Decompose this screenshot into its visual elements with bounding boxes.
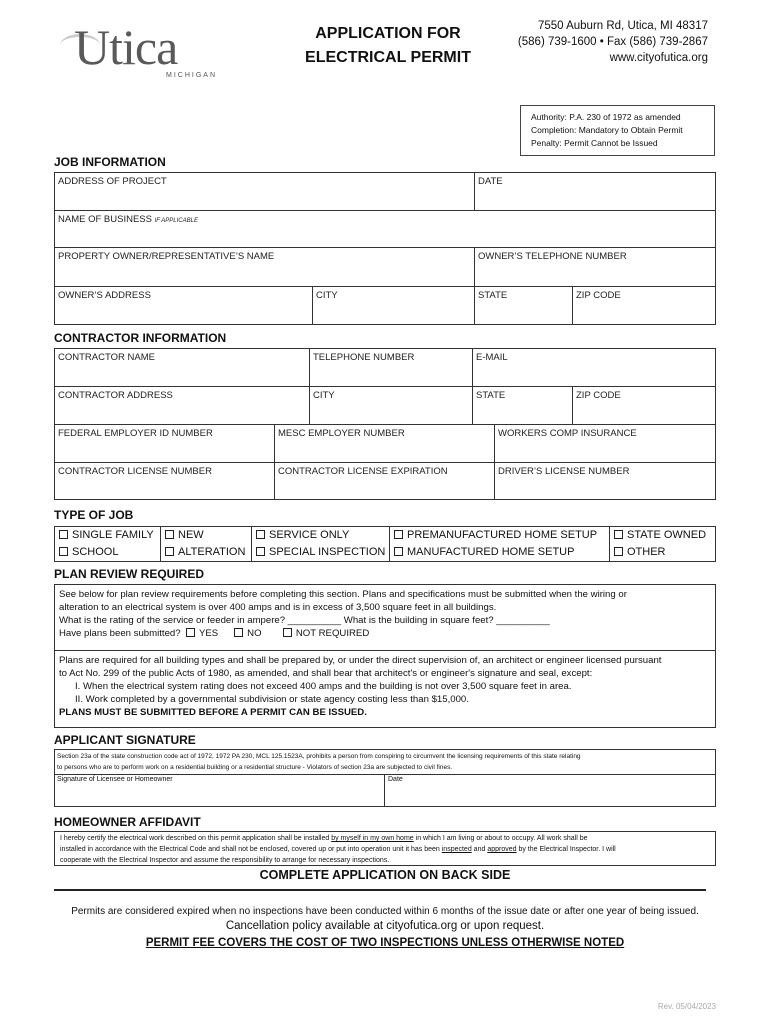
other-option[interactable] — [614, 544, 715, 561]
plan-exception-2: II. Work completed by a governmental subdivision or state agency costing less than $15,000. — [75, 694, 469, 705]
alteration-label: ALTERATION — [178, 546, 246, 558]
signature-legal-text — [55, 750, 715, 775]
expiration-note: Permits are considered expired when no inspections have been conducted within 6 months of the issue date or after one year of being issued. — [71, 906, 699, 917]
affidavit-text-1a: I hereby certify the electrical work described on this permit application shall be installed — [60, 835, 330, 842]
special-inspection-option[interactable] — [256, 544, 389, 561]
affidavit-line-1 — [60, 833, 710, 844]
owner-state-field[interactable]: STATE — [475, 287, 573, 324]
rating-question[interactable]: What is the rating of the service or feeder in ampere? __________ What is the building in square feet? __________ — [59, 615, 550, 626]
service-only-option[interactable] — [256, 527, 389, 544]
plan-review-text-1: See below for plan review requirements before completing this section. Plans and specifications must be submitted when the wiring or — [59, 589, 627, 600]
federal-id-field[interactable]: FEDERAL EMPLOYER ID NUMBER — [55, 425, 275, 463]
license-expiration-field[interactable]: CONTRACTOR LICENSE EXPIRATION — [275, 463, 495, 499]
contractor-phone-field[interactable]: TELEPHONE NUMBER — [310, 349, 473, 387]
contractor-zip-field[interactable]: ZIP CODE — [573, 387, 715, 425]
address-of-project-field[interactable]: ADDRESS OF PROJECT — [55, 173, 475, 211]
single-family-option[interactable] — [59, 527, 160, 544]
name-of-business-field[interactable] — [55, 211, 715, 248]
affidavit-text-2a: installed in accordance with the Electrical Code and shall not be enclosed, covered up or put into operation unit it has been — [60, 846, 440, 853]
plans-no-label: NO — [247, 628, 262, 639]
owner-address-field[interactable]: OWNER’S ADDRESS — [55, 287, 313, 324]
city-address: 7550 Auburn Rd, Utica, MI 48317 — [537, 20, 708, 32]
type-of-job-table — [54, 526, 716, 562]
plan-review-questions — [55, 585, 715, 651]
plan-review-box — [54, 584, 716, 728]
plan-review-heading: PLAN REVIEW REQUIRED — [54, 567, 205, 581]
affidavit-line-2 — [60, 844, 710, 855]
job-info-heading: JOB INFORMATION — [54, 155, 166, 169]
plans-yes-checkbox[interactable] — [186, 628, 195, 637]
plans-no-checkbox[interactable] — [234, 628, 243, 637]
plan-review-text-2: alteration to an electrical system is over 400 amps and is in excess of 3,500 square feet in all buildings. — [59, 602, 497, 613]
contractor-address-field[interactable]: CONTRACTOR ADDRESS — [55, 387, 310, 425]
job-info-table — [54, 172, 716, 325]
special-inspection-label: SPECIAL INSPECTION — [269, 546, 386, 558]
plans-not-required-label: NOT REQUIRED — [295, 628, 370, 639]
affidavit-text-1c: in which I am living or about to occupy. All work shall be — [415, 835, 588, 842]
single-family-label: SINGLE FAMILY — [72, 529, 154, 541]
single-family-checkbox[interactable] — [59, 530, 68, 539]
other-checkbox[interactable] — [614, 547, 623, 556]
job-type-col-5 — [610, 527, 715, 561]
contractor-state-field[interactable]: STATE — [473, 387, 573, 425]
name-of-business-label: NAME OF BUSINESS — [58, 214, 152, 225]
date-field[interactable]: DATE — [475, 173, 715, 211]
affidavit-text-2c: and — [473, 846, 486, 853]
plan-req-text-1: Plans are required for all building types and shall be prepared by, or under the direct supervision of, an architect or engineer licensed pursuant — [59, 655, 662, 666]
manufactured-label: MANUFACTURED HOME SETUP — [407, 546, 575, 558]
applicant-signature-heading: APPLICANT SIGNATURE — [54, 733, 196, 747]
affidavit-text-1b: by myself in my own home — [331, 835, 414, 842]
contractor-info-heading: CONTRACTOR INFORMATION — [54, 331, 227, 345]
premanufactured-option[interactable] — [394, 527, 609, 544]
city-phone: (586) 739-1600 • Fax (586) 739-2867 — [517, 36, 708, 48]
affidavit-box — [54, 831, 716, 866]
affidavit-text-2e: by the Electrical Inspector. I will — [518, 846, 616, 853]
owner-city-field[interactable]: CITY — [313, 287, 475, 324]
contractor-info-table — [54, 348, 716, 500]
service-only-label: SERVICE ONLY — [269, 529, 350, 541]
alteration-option[interactable] — [165, 544, 251, 561]
owner-phone-field[interactable]: OWNER’S TELEPHONE NUMBER — [475, 248, 715, 287]
city-logo — [60, 20, 220, 84]
workers-comp-field[interactable]: WORKERS COMP INSURANCE — [495, 425, 715, 463]
signature-field[interactable]: Signature of Licensee or Homeowner — [55, 775, 385, 806]
new-option[interactable] — [165, 527, 251, 544]
other-label: OTHER — [627, 546, 666, 558]
signature-date-field[interactable]: Date — [388, 776, 403, 783]
legal-text-1: Section 23a of the state construction code act of 1972, 1972 PA 230, MCL 125.1523A, prohibits a person from conspiring to circumvent the licensing requirements of this state relating — [57, 753, 581, 760]
cancellation-note: Cancellation policy available at cityofutica.org or upon request. — [225, 920, 545, 932]
premanufactured-checkbox[interactable] — [394, 530, 403, 539]
contractor-name-field[interactable]: CONTRACTOR NAME — [55, 349, 310, 387]
service-only-checkbox[interactable] — [256, 530, 265, 539]
if-applicable-note: IF APPLICABLE — [154, 218, 198, 224]
school-checkbox[interactable] — [59, 547, 68, 556]
job-type-col-3 — [252, 527, 390, 561]
plans-submitted-label: Have plans been submitted? — [59, 628, 181, 639]
property-owner-field[interactable]: PROPERTY OWNER/REPRESENTATIVE’S NAME — [55, 248, 475, 287]
new-label: NEW — [178, 529, 204, 541]
plan-requirements — [55, 651, 715, 727]
title-line-2: ELECTRICAL PERMIT — [305, 49, 471, 66]
special-inspection-checkbox[interactable] — [256, 547, 265, 556]
complete-back-side-note: COMPLETE APPLICATION ON BACK SIDE — [259, 868, 511, 882]
new-checkbox[interactable] — [165, 530, 174, 539]
state-owned-option[interactable] — [614, 527, 715, 544]
completion-line: Completion: Mandatory to Obtain Permit — [531, 125, 683, 135]
school-option[interactable] — [59, 544, 160, 561]
contractor-email-field[interactable]: E-MAIL — [473, 349, 715, 387]
job-type-col-4 — [390, 527, 610, 561]
authority-line: Authority: P.A. 230 of 1972 as amended — [531, 112, 681, 122]
title-line-1: APPLICATION FOR — [315, 25, 461, 42]
footer-divider — [54, 889, 706, 891]
affidavit-line-3: cooperate with the Electrical Inspector and assume the responsibility to arrange for necessary inspections. — [60, 857, 390, 864]
plans-submitted-question — [59, 627, 711, 640]
legal-text-2: to persons who are to perform work on a residential building or a residential structure - Violators of section 23a are subjected to civil fines. — [57, 764, 453, 771]
drivers-license-field[interactable]: DRIVER’S LICENSE NUMBER — [498, 466, 630, 477]
state-owned-label: STATE OWNED — [627, 529, 707, 541]
form-title — [298, 22, 478, 70]
manufactured-option[interactable] — [394, 544, 609, 561]
logo-subtext: MICHIGAN — [166, 72, 217, 79]
premanufactured-label: PREMANUFACTURED HOME SETUP — [407, 529, 598, 541]
homeowner-affidavit-heading: HOMEOWNER AFFIDAVIT — [54, 815, 201, 829]
signature-box — [54, 749, 716, 807]
revision-date: Rev. 05/04/2023 — [657, 1002, 716, 1011]
city-contact — [500, 18, 708, 66]
license-number-field[interactable]: CONTRACTOR LICENSE NUMBER — [55, 463, 275, 499]
owner-zip-field[interactable]: ZIP CODE — [576, 290, 621, 301]
authority-box — [520, 105, 715, 156]
school-label: SCHOOL — [72, 546, 119, 558]
job-type-col-2 — [161, 527, 252, 561]
permit-fee-note: PERMIT FEE COVERS THE COST OF TWO INSPECTIONS UNLESS OTHERWISE NOTED — [145, 937, 625, 949]
penalty-line: Penalty: Permit Cannot be Issued — [531, 138, 658, 148]
logo-text: Utica — [74, 19, 178, 75]
contractor-city-field[interactable]: CITY — [310, 387, 473, 425]
city-website: www.cityofutica.org — [609, 52, 708, 64]
plans-not-required-checkbox[interactable] — [283, 628, 292, 637]
affidavit-text-2b: inspected — [441, 846, 472, 853]
job-type-col-1 — [55, 527, 161, 561]
plan-req-text-2: to Act No. 299 of the public Acts of 1980, as amended, and shall bear that architect's or engineer's signature and seal, except: — [59, 668, 593, 679]
plans-must-be-submitted: PLANS MUST BE SUBMITTED BEFORE A PERMIT CAN BE ISSUED. — [59, 707, 367, 718]
manufactured-checkbox[interactable] — [394, 547, 403, 556]
affidavit-text-2d: approved — [487, 846, 517, 853]
plan-exception-1: I. When the electrical system rating does not exceed 400 amps and the building is not over 3,500 square feet in area. — [75, 681, 572, 692]
state-owned-checkbox[interactable] — [614, 530, 623, 539]
type-of-job-heading: TYPE OF JOB — [54, 508, 134, 522]
plans-yes-label: YES — [198, 628, 219, 639]
alteration-checkbox[interactable] — [165, 547, 174, 556]
mesc-id-field[interactable]: MESC EMPLOYER NUMBER — [275, 425, 495, 463]
